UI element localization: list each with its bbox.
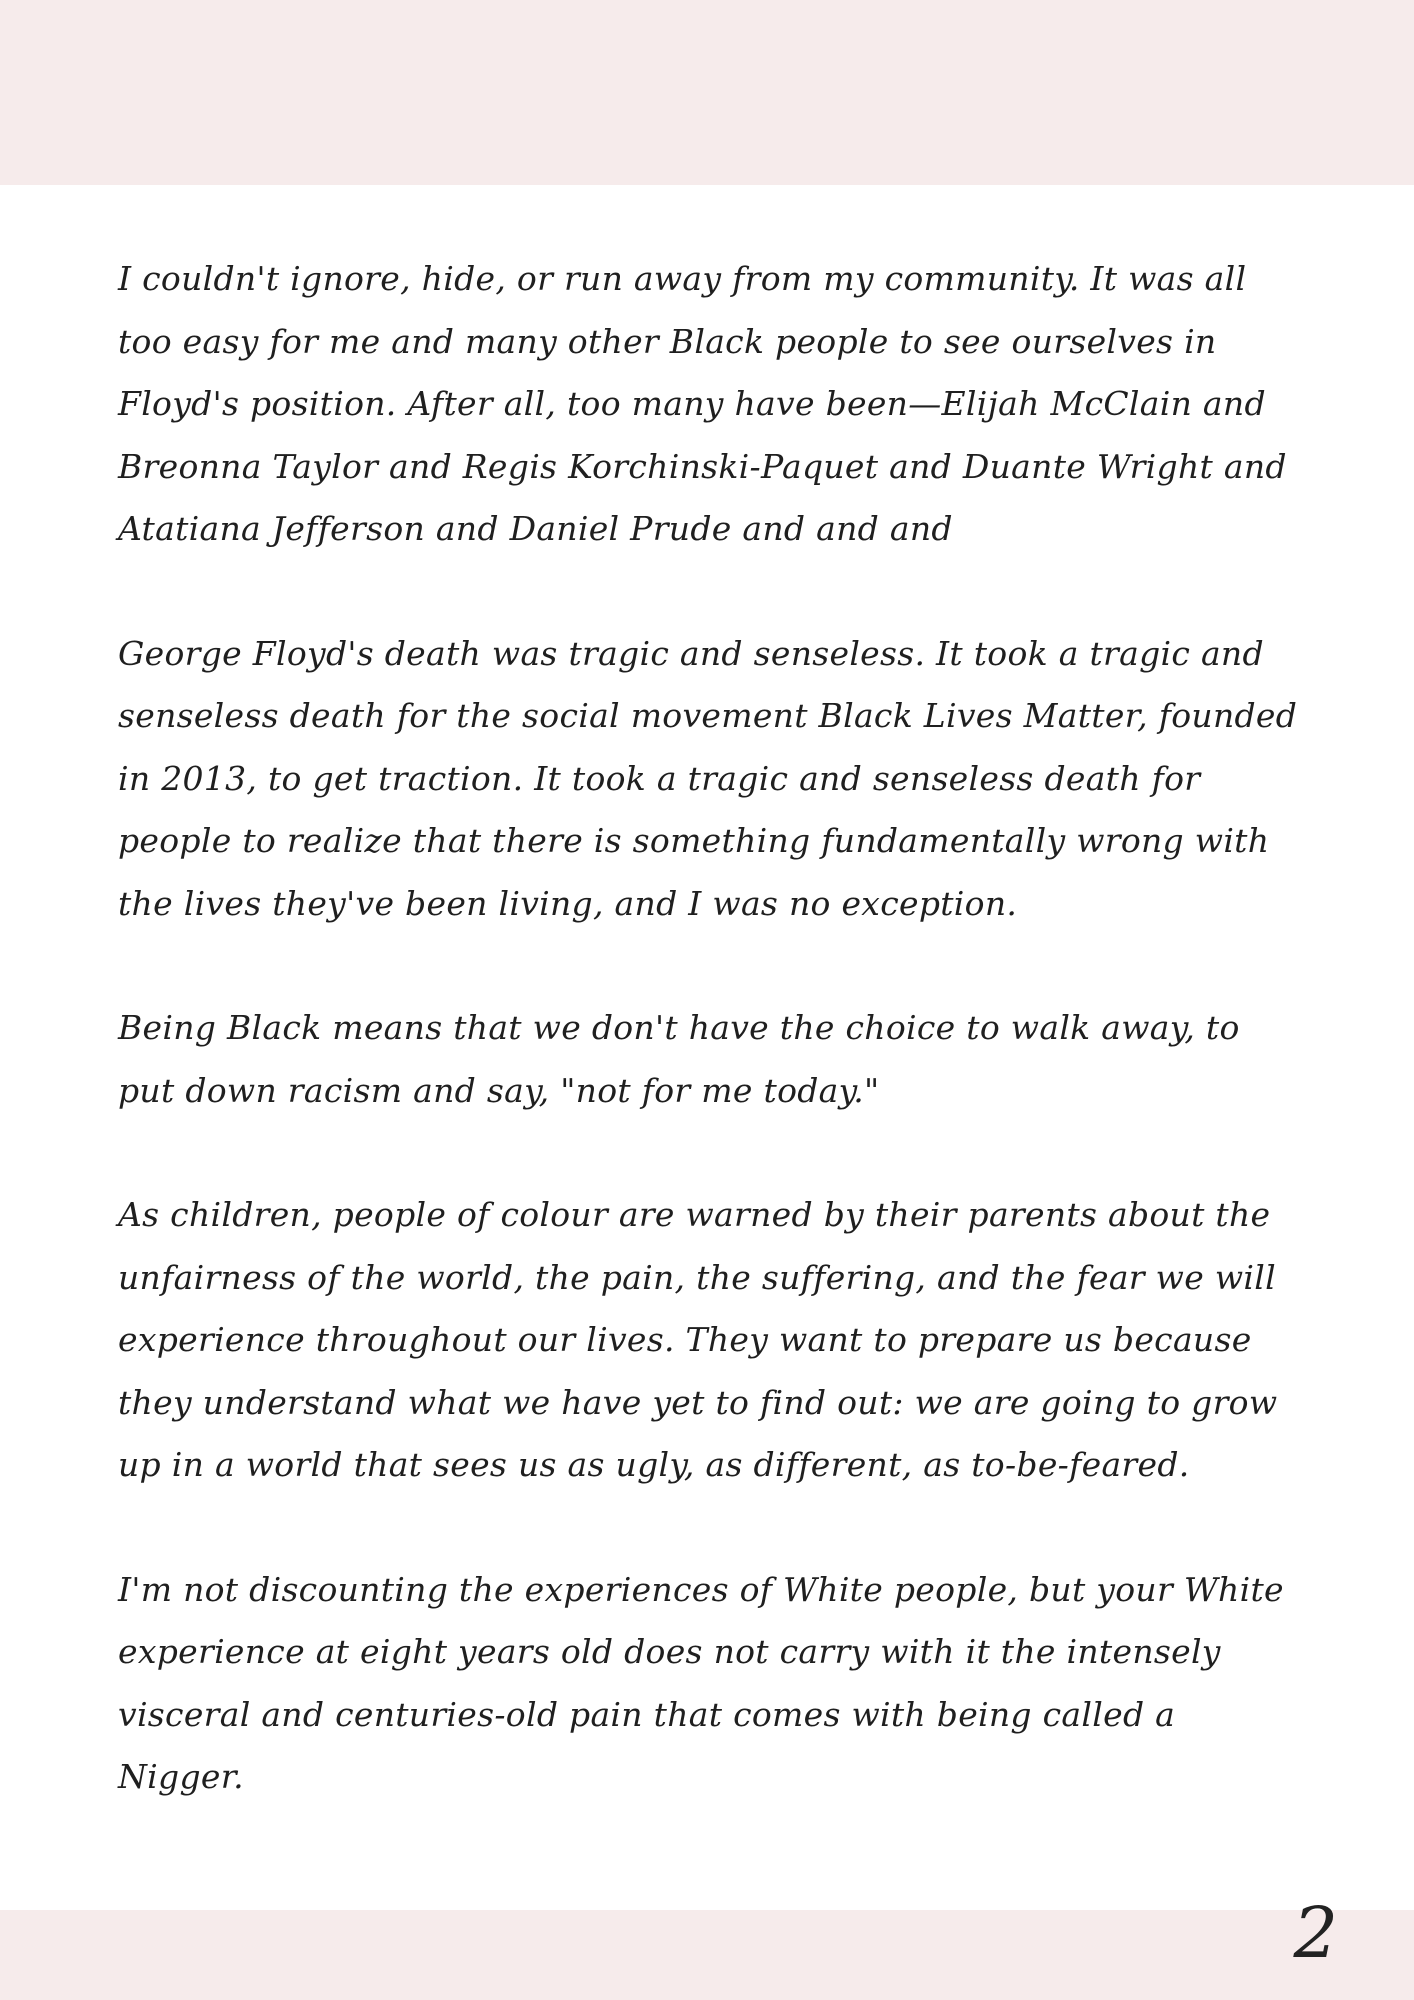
paragraph-children: As children, people of colour are warned by their parents about the unfairness of the world, the pain, the suffering, and the fear we will experience throughout our lives. They want to prepare us because they understand what we have yet to find out: we are going to grow up in a world that sees us as ugly, as different, as to-be-feared.	[118, 1195, 1278, 1484]
paragraph-george-floyd: George Floyd's death was tragic and senseless. It took a tragic and senseless death for the social movement Black Lives Matter, founded in 2013, to get traction. It took a tragic and senseless death for people to realize that there is something fundamentally wrong with the lives they've been living, and I was no exception.	[118, 633, 1298, 923]
footer-band	[0, 1910, 1414, 2000]
paragraph-white-experience: I'm not discounting the experiences of White people, but your White experience at eight years old does not carry with it the intensely visceral and centuries-old pain that comes with being called a Nigger.	[118, 1569, 1284, 1796]
page-number: 2	[1293, 1892, 1338, 1974]
paragraph-community: I couldn't ignore, hide, or run away from my community. It was all too easy for me and many other Black people to see ourselves in Floyd's position. After all, too many have been—Elijah McClain and Breonna Taylor and Regis Korchinski-Paquet and Duante Wright and Atatiana Jefferson and Daniel Prude and and and	[118, 259, 1287, 548]
page-body	[118, 248, 1303, 1871]
paragraph-being-black: Being Black means that we don't have the choice to walk away, to put down racism and say, "not for me today."	[118, 1008, 1240, 1110]
header-band	[0, 0, 1414, 185]
